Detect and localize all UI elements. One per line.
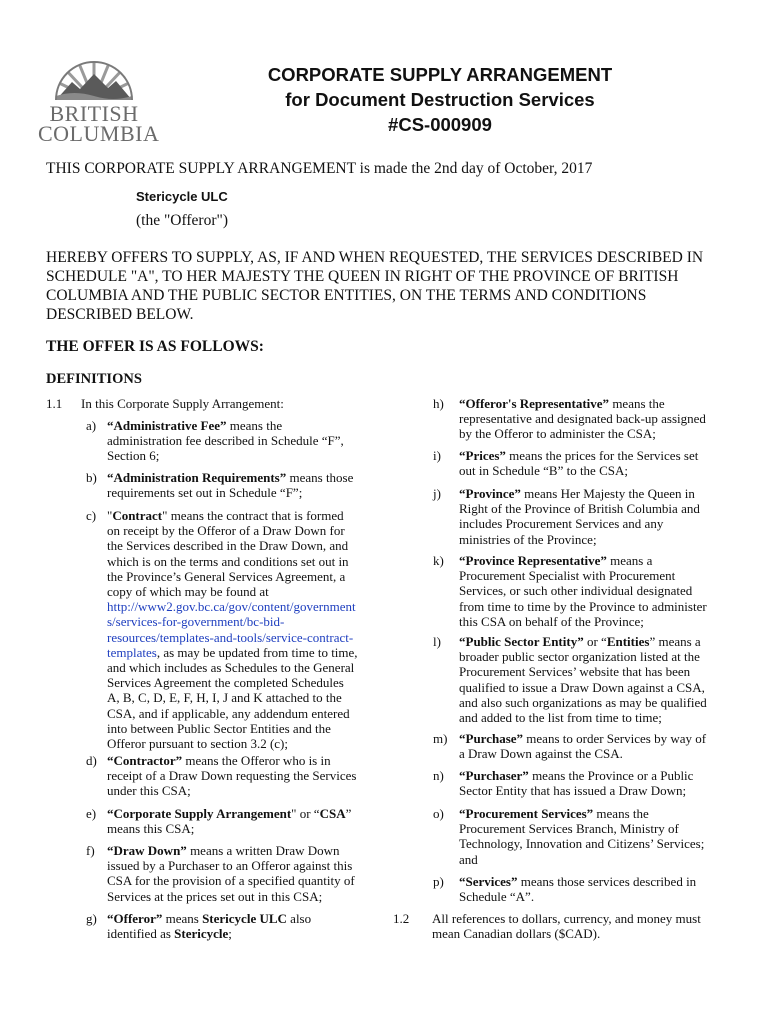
item-line <box>459 806 704 821</box>
item-text <box>459 486 700 547</box>
item-line <box>459 448 698 463</box>
gsa-link[interactable]: s/services-for-government/bc-bid- <box>107 614 285 630</box>
item-line <box>107 645 358 660</box>
item-line: CSA for the provision of a specified quantity of <box>107 873 355 889</box>
title-line-3: #CS-000909 <box>388 114 492 135</box>
offeror-name: Stericycle ULC <box>136 189 228 204</box>
item-line: qualified to issue a Draw Down against a CSA, <box>459 679 705 695</box>
definitions-heading: DEFINITIONS <box>46 371 142 387</box>
defined-term: “Services” <box>459 874 518 889</box>
item-line <box>459 634 707 649</box>
item-label: e) <box>86 806 97 821</box>
item-line-text: means the Offeror who is in <box>182 753 331 768</box>
item-line-text: or “ <box>583 634 607 649</box>
defined-term: “Purchaser” <box>459 768 529 783</box>
item-line: ministries of the Province; <box>459 531 597 547</box>
section-number: 1.2 <box>393 911 410 926</box>
item-line: Right of the Province of British Columbia and <box>459 501 700 517</box>
defined-term: Entities <box>606 634 650 649</box>
item-label: d) <box>86 753 97 768</box>
item-line: a Draw Down against the CSA. <box>459 746 623 762</box>
item-label: k) <box>433 553 444 568</box>
offer-statement-line: HEREBY OFFERS TO SUPPLY, AS, IF AND WHEN REQUESTED, THE SERVICES DESCRIBED IN <box>46 249 704 266</box>
item-line-text: means <box>162 911 203 926</box>
item-label: p) <box>433 874 444 889</box>
item-line: Services, or such other individual designated <box>459 583 693 599</box>
item-text <box>459 806 704 867</box>
item-line-text: also <box>286 911 312 926</box>
item-line: Procurement Specialist with Procurement <box>459 568 676 584</box>
item-line-text: ” means a <box>649 634 701 649</box>
item-line <box>107 508 358 523</box>
item-label: i) <box>433 448 441 463</box>
item-line-text: ; <box>228 926 232 942</box>
item-line: the Province’s General Services Agreement, a <box>107 568 346 584</box>
item-line-text: , as may be updated from time to time, <box>156 644 358 660</box>
item-line: Schedule “A”. <box>459 889 535 905</box>
logo-text-british: BRITISH <box>49 101 139 126</box>
item-text <box>459 553 707 629</box>
item-line <box>459 553 707 568</box>
item-line: out in Schedule “B” to the CSA; <box>459 463 628 479</box>
defined-term: “Contractor” <box>107 753 183 768</box>
item-line <box>459 396 706 411</box>
item-text <box>107 470 353 500</box>
item-line: and also such organizations as may be qualified <box>459 694 707 710</box>
offer-statement <box>46 248 703 324</box>
item-line-text: identified as <box>107 926 175 942</box>
item-line: mean Canadian dollars ($CAD). <box>432 926 601 942</box>
defined-term: Stericycle ULC <box>202 911 287 926</box>
item-line-text: " means the contract that is formed <box>162 508 344 523</box>
gsa-link[interactable]: resources/templates-and-tools/service-contract- <box>107 629 354 645</box>
gsa-link[interactable]: http://www2.gov.bc.ca/gov/content/government <box>107 599 356 615</box>
offer-statement-line: DESCRIBED BELOW. <box>46 306 194 323</box>
item-line: All references to dollars, currency, and money must <box>432 911 701 926</box>
item-label: h) <box>433 396 444 411</box>
title-line-1: CORPORATE SUPPLY ARRANGEMENT <box>267 64 613 85</box>
item-line <box>107 911 311 926</box>
item-line: Section 6; <box>107 448 160 464</box>
item-line: Sector Entity that has issued a Draw Down; <box>459 783 687 799</box>
item-label: n) <box>433 768 444 783</box>
item-line-text: means Her Majesty the Queen in <box>520 486 695 501</box>
item-line: by the Offeror to administer the CSA; <box>459 426 656 442</box>
item-label: m) <box>433 731 448 746</box>
item-line <box>107 753 356 768</box>
gsa-link[interactable]: templates <box>107 644 157 660</box>
item-line-text: means to order Services by way of <box>523 731 707 746</box>
item-line-text: " <box>107 508 113 523</box>
item-line: on receipt by the Offeror of a Draw Down for <box>107 523 345 539</box>
item-label: c) <box>86 508 97 523</box>
defined-term: Contract <box>112 508 163 523</box>
sun-mountains-icon <box>38 52 150 104</box>
item-line: this CSA on behalf of the Province; <box>459 613 644 629</box>
item-line-text: " or “ <box>291 806 320 821</box>
item-line-text: means the <box>593 806 649 821</box>
offer-statement-line: SCHEDULE "A", TO HER MAJESTY THE QUEEN IN RIGHT OF THE PROVINCE OF BRITISH <box>46 268 679 285</box>
offer-heading: THE OFFER IS AS FOLLOWS: <box>46 338 264 355</box>
item-line-text: means the <box>226 418 283 433</box>
section-text: In this Corporate Supply Arrangement: <box>81 396 284 411</box>
item-text <box>459 874 696 904</box>
item-label: a) <box>86 418 97 433</box>
bc-logo <box>38 52 160 146</box>
item-label: f) <box>86 843 95 858</box>
defined-term: “Offeror” <box>107 911 163 926</box>
item-line: copy of which may be found at <box>107 584 269 600</box>
item-line: Services at the prices set out in this CSA; <box>107 888 323 904</box>
defined-term: “Administration Requirements” <box>107 470 287 485</box>
item-line: Procurement Services’ website that has been <box>459 664 691 680</box>
item-line-text: means the Province or a Public <box>528 768 694 783</box>
item-line <box>459 874 696 889</box>
item-line <box>107 806 351 821</box>
item-line: and added to the list from time to time; <box>459 710 662 726</box>
item-line: Procurement Services Branch, Ministry of <box>459 821 679 837</box>
item-line: A, B, C, D, E, F, H, I, J and K attached to the <box>107 690 342 706</box>
defined-term: CSA <box>319 806 346 821</box>
section-number: 1.1 <box>46 396 63 411</box>
defined-term: “Administrative Fee” <box>107 418 227 433</box>
item-line <box>459 768 693 783</box>
document-title <box>230 62 650 137</box>
item-line: receipt of a Draw Down requesting the Services <box>107 768 357 784</box>
item-label: l) <box>433 634 441 649</box>
item-text <box>459 768 693 798</box>
item-line-text: means the prices for the Services set <box>505 448 699 463</box>
item-label: o) <box>433 806 444 821</box>
defined-term: “Draw Down” <box>107 843 187 858</box>
item-text <box>107 508 358 751</box>
item-line: issued by a Purchaser to an Offeror against this <box>107 858 353 874</box>
item-label: b) <box>86 470 97 485</box>
item-line: into between Public Sector Entities and the <box>107 720 331 736</box>
item-line: administration fee described in Schedule “F”, <box>107 433 344 449</box>
item-line: Technology, Innovation and Citizens’ Services; <box>459 836 705 852</box>
item-line <box>107 843 355 858</box>
item-line <box>459 731 706 746</box>
item-line: Services Agreement the completed Schedules <box>107 675 344 691</box>
item-text <box>459 448 698 478</box>
item-line-text: means the <box>609 396 665 411</box>
item-text <box>107 753 356 799</box>
item-line-text: means a written Draw Down <box>186 843 340 858</box>
item-text <box>107 418 344 464</box>
item-line <box>107 470 353 485</box>
item-line: broader public sector organization listed at the <box>459 649 700 665</box>
item-line <box>107 926 311 941</box>
item-line: and <box>459 851 478 867</box>
item-line: requirements set out in Schedule “F”; <box>107 485 303 501</box>
defined-term: “Prices” <box>459 448 506 463</box>
intro-sentence: THIS CORPORATE SUPPLY ARRANGEMENT is made the 2nd day of October, 2017 <box>46 160 593 177</box>
offer-statement-line: COLUMBIA AND THE PUBLIC SECTOR ENTITIES, ON THE TERMS AND CONDITIONS <box>46 287 647 304</box>
logo-text-columbia: COLUMBIA <box>38 121 160 146</box>
defined-term: “Province Representative” <box>459 553 607 568</box>
item-label: j) <box>433 486 441 501</box>
item-line: which is on the terms and conditions set out in <box>107 553 349 569</box>
item-line: under this CSA; <box>107 783 191 799</box>
item-line: CSA, and if applicable, any addendum entered <box>107 705 350 721</box>
offeror-tag: (the "Offeror") <box>136 212 228 229</box>
item-line: and which includes as Schedules to the General <box>107 660 355 676</box>
item-label: g) <box>86 911 97 926</box>
item-line: Offeror pursuant to section 3.2 (c); <box>107 736 288 752</box>
item-line-text: ” <box>345 806 352 821</box>
item-line <box>107 418 344 433</box>
defined-term: Stericycle <box>174 926 229 942</box>
item-line: includes Procurement Services and any <box>459 516 664 532</box>
item-line-text: means a <box>606 553 653 568</box>
item-text <box>459 634 707 725</box>
item-line-text: means those services described in <box>517 874 697 889</box>
title-line-2: for Document Destruction Services <box>285 89 595 110</box>
item-text <box>107 806 351 836</box>
item-line-text: means those <box>286 470 354 485</box>
item-text <box>459 396 706 442</box>
defined-term: “Purchase” <box>459 731 524 746</box>
defined-term: “Procurement Services” <box>459 806 594 821</box>
item-text <box>107 843 355 904</box>
item-line: from time to time by the Province to administer <box>459 598 707 614</box>
item-line: means this CSA; <box>107 821 195 837</box>
item-line: representative and designated back-up assigned <box>459 411 706 427</box>
item-line <box>459 486 700 501</box>
item-text <box>432 911 701 941</box>
item-text <box>107 911 311 941</box>
defined-term: “Offeror's Representative” <box>459 396 610 411</box>
defined-term: “Public Sector Entity” <box>459 634 584 649</box>
item-line: the Services described in the Draw Down, and <box>107 538 349 554</box>
defined-term: “Province” <box>459 486 521 501</box>
defined-term: “Corporate Supply Arrangement <box>107 806 292 821</box>
item-text <box>459 731 706 761</box>
